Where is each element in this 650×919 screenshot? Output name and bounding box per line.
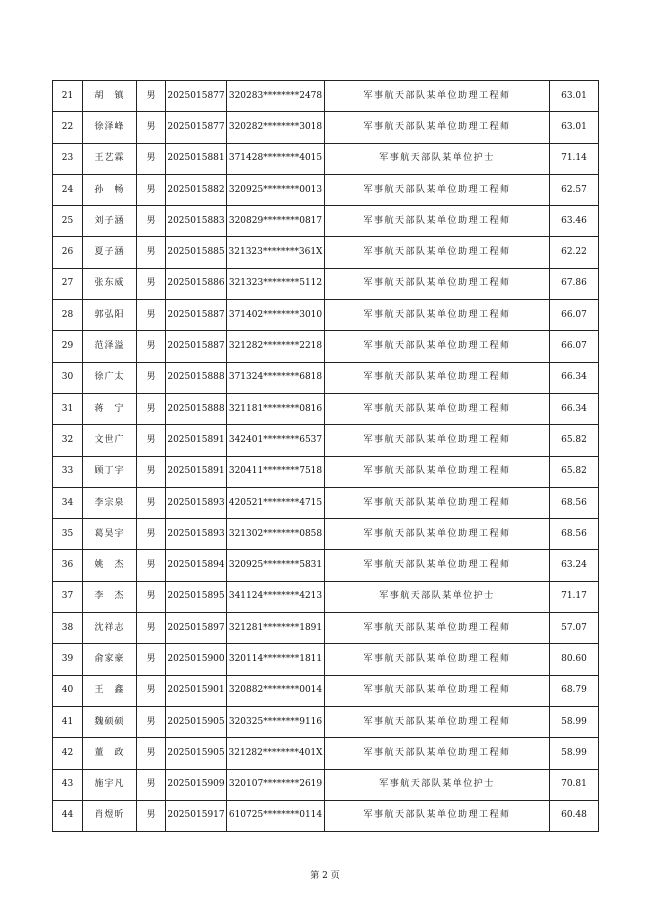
cell-name: 葛昊宇 <box>83 519 137 550</box>
table-row <box>53 738 599 769</box>
cell-score: 71.17 <box>550 581 599 612</box>
table-row <box>53 143 599 174</box>
cell-position: 军事航天部队某单位助理工程师 <box>325 706 550 737</box>
cell-number: 23 <box>53 143 83 174</box>
cell-sex: 男 <box>137 675 166 706</box>
cell-exam-number: 2025015909 <box>166 769 227 800</box>
cell-sex: 男 <box>137 550 166 581</box>
cell-exam-number: 2025015895 <box>166 581 227 612</box>
cell-exam-number: 2025015901 <box>166 675 227 706</box>
cell-number: 32 <box>53 425 83 456</box>
cell-name: 文世广 <box>83 425 137 456</box>
cell-name: 李宗泉 <box>83 487 137 518</box>
cell-number: 42 <box>53 738 83 769</box>
cell-exam-number: 2025015897 <box>166 613 227 644</box>
cell-sex: 男 <box>137 425 166 456</box>
cell-position: 军事航天部队某单位助理工程师 <box>325 487 550 518</box>
cell-id-number: 320283********2478 <box>227 81 325 112</box>
cell-id-number: 320325********9116 <box>227 706 325 737</box>
cell-sex: 男 <box>137 331 166 362</box>
cell-number: 24 <box>53 174 83 205</box>
cell-score: 58.99 <box>550 738 599 769</box>
cell-number: 35 <box>53 519 83 550</box>
cell-id-number: 320114********1811 <box>227 644 325 675</box>
cell-sex: 男 <box>137 769 166 800</box>
cell-score: 70.81 <box>550 769 599 800</box>
cell-number: 33 <box>53 456 83 487</box>
cell-score: 60.48 <box>550 800 599 831</box>
cell-exam-number: 2025015893 <box>166 487 227 518</box>
table-row <box>53 487 599 518</box>
cell-id-number: 320411********7518 <box>227 456 325 487</box>
cell-number: 31 <box>53 393 83 424</box>
cell-number: 22 <box>53 112 83 143</box>
cell-position: 军事航天部队某单位助理工程师 <box>325 362 550 393</box>
cell-number: 27 <box>53 268 83 299</box>
cell-score: 68.56 <box>550 487 599 518</box>
cell-exam-number: 2025015881 <box>166 143 227 174</box>
cell-name: 徐广太 <box>83 362 137 393</box>
cell-score: 63.01 <box>550 112 599 143</box>
table-row <box>53 331 599 362</box>
cell-id-number: 320925********0013 <box>227 174 325 205</box>
cell-position: 军事航天部队某单位助理工程师 <box>325 112 550 143</box>
cell-score: 66.34 <box>550 362 599 393</box>
cell-position: 军事航天部队某单位助理工程师 <box>325 456 550 487</box>
cell-score: 65.82 <box>550 425 599 456</box>
cell-position: 军事航天部队某单位助理工程师 <box>325 206 550 237</box>
cell-sex: 男 <box>137 81 166 112</box>
cell-id-number: 321181********0816 <box>227 393 325 424</box>
cell-id-number: 321282********401X <box>227 738 325 769</box>
cell-sex: 男 <box>137 268 166 299</box>
cell-name: 刘子涵 <box>83 206 137 237</box>
cell-exam-number: 2025015888 <box>166 362 227 393</box>
cell-sex: 男 <box>137 362 166 393</box>
cell-position: 军事航天部队某单位助理工程师 <box>325 519 550 550</box>
cell-sex: 男 <box>137 143 166 174</box>
table-row <box>53 425 599 456</box>
cell-position: 军事航天部队某单位助理工程师 <box>325 268 550 299</box>
cell-sex: 男 <box>137 456 166 487</box>
cell-name: 张东威 <box>83 268 137 299</box>
cell-number: 21 <box>53 81 83 112</box>
cell-score: 63.01 <box>550 81 599 112</box>
cell-exam-number: 2025015888 <box>166 393 227 424</box>
cell-position: 军事航天部队某单位助理工程师 <box>325 613 550 644</box>
table-row <box>53 300 599 331</box>
cell-number: 44 <box>53 800 83 831</box>
cell-name: 王艺霖 <box>83 143 137 174</box>
cell-exam-number: 2025015887 <box>166 331 227 362</box>
cell-exam-number: 2025015886 <box>166 268 227 299</box>
cell-id-number: 371324********6818 <box>227 362 325 393</box>
cell-number: 37 <box>53 581 83 612</box>
cell-number: 39 <box>53 644 83 675</box>
cell-exam-number: 2025015885 <box>166 237 227 268</box>
cell-score: 68.79 <box>550 675 599 706</box>
cell-name: 施宇凡 <box>83 769 137 800</box>
cell-sex: 男 <box>137 613 166 644</box>
cell-name: 肖煜昕 <box>83 800 137 831</box>
cell-name: 顾丁宇 <box>83 456 137 487</box>
cell-position: 军事航天部队某单位助理工程师 <box>325 644 550 675</box>
cell-number: 30 <box>53 362 83 393</box>
cell-exam-number: 2025015882 <box>166 174 227 205</box>
table-row <box>53 206 599 237</box>
cell-exam-number: 2025015877 <box>166 81 227 112</box>
cell-score: 62.22 <box>550 237 599 268</box>
cell-sex: 男 <box>137 706 166 737</box>
table-row <box>53 644 599 675</box>
cell-id-number: 321323********5112 <box>227 268 325 299</box>
cell-sex: 男 <box>137 174 166 205</box>
table-row <box>53 81 599 112</box>
cell-score: 66.07 <box>550 331 599 362</box>
cell-number: 41 <box>53 706 83 737</box>
cell-exam-number: 2025015893 <box>166 519 227 550</box>
cell-position: 军事航天部队某单位助理工程师 <box>325 738 550 769</box>
cell-score: 65.82 <box>550 456 599 487</box>
cell-score: 80.60 <box>550 644 599 675</box>
cell-name: 孙 畅 <box>83 174 137 205</box>
cell-id-number: 341124********4213 <box>227 581 325 612</box>
cell-name: 胡 镇 <box>83 81 137 112</box>
table-row <box>53 706 599 737</box>
table-row <box>53 456 599 487</box>
cell-score: 68.56 <box>550 519 599 550</box>
cell-id-number: 320107********2619 <box>227 769 325 800</box>
roster-table-body <box>53 81 599 832</box>
cell-position: 军事航天部队某单位助理工程师 <box>325 800 550 831</box>
cell-sex: 男 <box>137 393 166 424</box>
cell-score: 63.24 <box>550 550 599 581</box>
cell-score: 62.57 <box>550 174 599 205</box>
table-row <box>53 112 599 143</box>
cell-exam-number: 2025015894 <box>166 550 227 581</box>
cell-exam-number: 2025015905 <box>166 738 227 769</box>
cell-name: 郭弘阳 <box>83 300 137 331</box>
roster-table <box>52 80 599 832</box>
cell-name: 徐泽峰 <box>83 112 137 143</box>
cell-id-number: 342401********6537 <box>227 425 325 456</box>
cell-position: 军事航天部队某单位助理工程师 <box>325 237 550 268</box>
cell-number: 34 <box>53 487 83 518</box>
cell-name: 姚 杰 <box>83 550 137 581</box>
cell-id-number: 420521********4715 <box>227 487 325 518</box>
cell-name: 魏硕硕 <box>83 706 137 737</box>
table-row <box>53 268 599 299</box>
table-row <box>53 362 599 393</box>
cell-number: 28 <box>53 300 83 331</box>
cell-position: 军事航天部队某单位护士 <box>325 143 550 174</box>
cell-position: 军事航天部队某单位助理工程师 <box>325 81 550 112</box>
cell-score: 57.07 <box>550 613 599 644</box>
cell-exam-number: 2025015883 <box>166 206 227 237</box>
cell-number: 26 <box>53 237 83 268</box>
cell-score: 63.46 <box>550 206 599 237</box>
cell-sex: 男 <box>137 519 166 550</box>
cell-id-number: 320829********0817 <box>227 206 325 237</box>
cell-sex: 男 <box>137 206 166 237</box>
cell-number: 29 <box>53 331 83 362</box>
cell-sex: 男 <box>137 644 166 675</box>
cell-exam-number: 2025015887 <box>166 300 227 331</box>
cell-score: 71.14 <box>550 143 599 174</box>
cell-sex: 男 <box>137 800 166 831</box>
cell-name: 俞家豪 <box>83 644 137 675</box>
cell-name: 范泽溢 <box>83 331 137 362</box>
cell-number: 38 <box>53 613 83 644</box>
cell-id-number: 321302********0858 <box>227 519 325 550</box>
cell-sex: 男 <box>137 237 166 268</box>
cell-exam-number: 2025015891 <box>166 425 227 456</box>
cell-id-number: 321323********361X <box>227 237 325 268</box>
cell-id-number: 320925********5831 <box>227 550 325 581</box>
cell-position: 军事航天部队某单位助理工程师 <box>325 300 550 331</box>
cell-position: 军事航天部队某单位护士 <box>325 769 550 800</box>
cell-sex: 男 <box>137 300 166 331</box>
cell-id-number: 320282********3018 <box>227 112 325 143</box>
cell-position: 军事航天部队某单位护士 <box>325 581 550 612</box>
cell-sex: 男 <box>137 487 166 518</box>
table-row <box>53 174 599 205</box>
table-row <box>53 613 599 644</box>
cell-id-number: 371428********4015 <box>227 143 325 174</box>
cell-position: 军事航天部队某单位助理工程师 <box>325 331 550 362</box>
cell-id-number: 320882********0014 <box>227 675 325 706</box>
cell-id-number: 610725********0114 <box>227 800 325 831</box>
cell-name: 王 鑫 <box>83 675 137 706</box>
cell-position: 军事航天部队某单位助理工程师 <box>325 675 550 706</box>
cell-exam-number: 2025015877 <box>166 112 227 143</box>
cell-name: 蒋 宁 <box>83 393 137 424</box>
cell-score: 58.99 <box>550 706 599 737</box>
table-row <box>53 550 599 581</box>
cell-name: 夏子涵 <box>83 237 137 268</box>
cell-exam-number: 2025015905 <box>166 706 227 737</box>
cell-number: 36 <box>53 550 83 581</box>
page-number: 第 2 页 <box>310 871 340 881</box>
cell-sex: 男 <box>137 112 166 143</box>
cell-position: 军事航天部队某单位助理工程师 <box>325 174 550 205</box>
cell-exam-number: 2025015917 <box>166 800 227 831</box>
cell-score: 67.86 <box>550 268 599 299</box>
cell-position: 军事航天部队某单位助理工程师 <box>325 425 550 456</box>
cell-exam-number: 2025015900 <box>166 644 227 675</box>
cell-id-number: 371402********3010 <box>227 300 325 331</box>
cell-number: 25 <box>53 206 83 237</box>
table-row <box>53 393 599 424</box>
cell-score: 66.34 <box>550 393 599 424</box>
cell-position: 军事航天部队某单位助理工程师 <box>325 550 550 581</box>
table-row <box>53 519 599 550</box>
cell-name: 董 政 <box>83 738 137 769</box>
cell-id-number: 321281********1891 <box>227 613 325 644</box>
table-row <box>53 769 599 800</box>
cell-exam-number: 2025015891 <box>166 456 227 487</box>
cell-position: 军事航天部队某单位助理工程师 <box>325 393 550 424</box>
cell-id-number: 321282********2218 <box>227 331 325 362</box>
table-row <box>53 800 599 831</box>
cell-number: 40 <box>53 675 83 706</box>
table-row <box>53 237 599 268</box>
cell-name: 李 杰 <box>83 581 137 612</box>
cell-name: 沈祥志 <box>83 613 137 644</box>
table-row <box>53 675 599 706</box>
cell-score: 66.07 <box>550 300 599 331</box>
cell-number: 43 <box>53 769 83 800</box>
table-row <box>53 581 599 612</box>
cell-sex: 男 <box>137 738 166 769</box>
cell-sex: 男 <box>137 581 166 612</box>
